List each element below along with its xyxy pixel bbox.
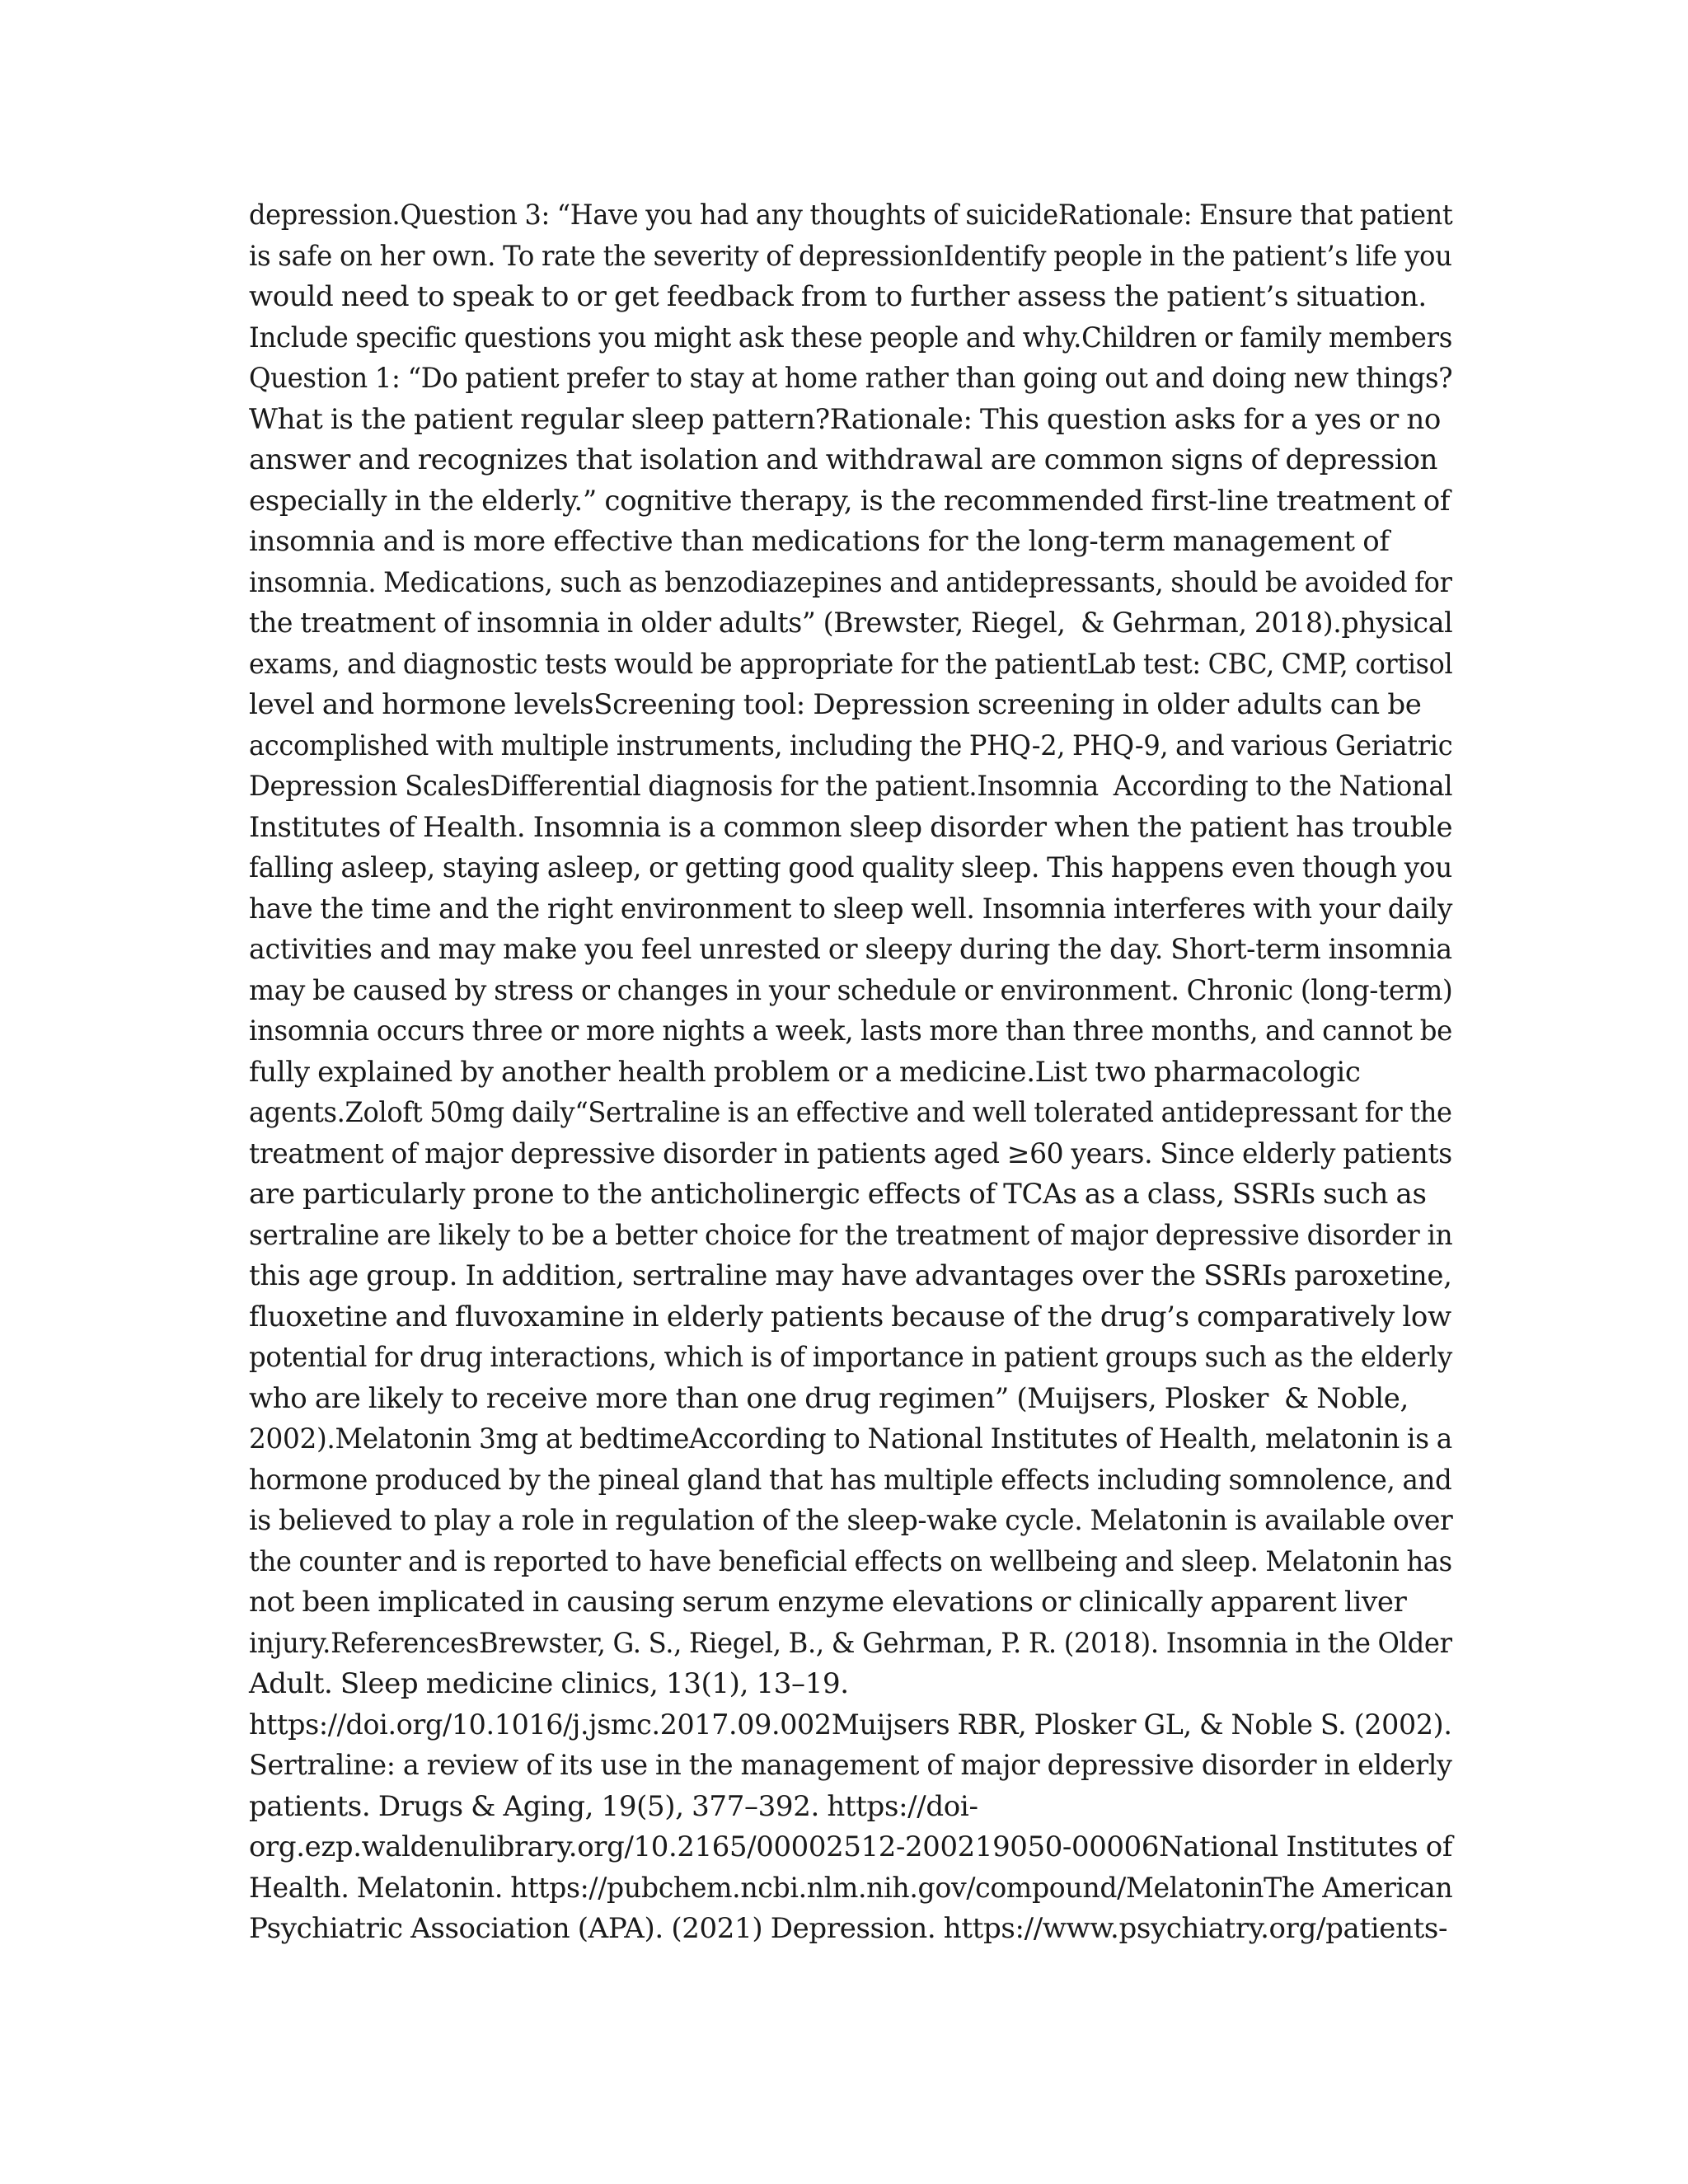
text-line: Question 1: “Do patient prefer to stay at home rather than going out and doing new things? bbox=[249, 362, 1453, 395]
text-line: exams, and diagnostic tests would be appropriate for the patientLab test: CBC, CMP, cortisol bbox=[249, 647, 1453, 681]
text-line: depression.Question 3: “Have you had any thoughts of suicideRationale: Ensure that patient bbox=[249, 199, 1453, 232]
text-line: who are likely to receive more than one drug regimen” (Muijsers, Plosker & Noble, bbox=[249, 1381, 1409, 1415]
text-line: Depression ScalesDifferential diagnosis for the patient.Insomnia According to the National bbox=[249, 770, 1453, 803]
body-text bbox=[249, 195, 1452, 1950]
text-line: Psychiatric Association (APA). (2021) Depression. https://www.psychiatry.org/patients- bbox=[249, 1912, 1448, 1945]
text-line: hormone produced by the pineal gland that has multiple effects including somnolence, and bbox=[249, 1463, 1452, 1497]
text-line: fluoxetine and fluvoxamine in elderly patients because of the drug’s comparatively low bbox=[249, 1300, 1451, 1333]
text-line: Institutes of Health. Insomnia is a common sleep disorder when the patient has trouble bbox=[249, 810, 1453, 844]
text-line: sertraline are likely to be a better choice for the treatment of major depressive disorder in bbox=[249, 1218, 1453, 1252]
text-line: level and hormone levelsScreening tool: Depression screening in older adults can be bbox=[249, 688, 1422, 721]
text-line: What is the patient regular sleep pattern?Rationale: This question asks for a yes or no bbox=[249, 402, 1442, 436]
text-line: answer and recognizes that isolation and withdrawal are common signs of depression bbox=[249, 443, 1438, 476]
text-line: Sertraline: a review of its use in the management of major depressive disorder in elderly bbox=[249, 1749, 1452, 1782]
text-line: insomnia. Medications, such as benzodiazepines and antidepressants, should be avoided for bbox=[249, 565, 1452, 599]
text-line: insomnia and is more effective than medications for the long-term management of bbox=[249, 525, 1390, 558]
text-line: is believed to play a role in regulation of the sleep-wake cycle. Melatonin is available over bbox=[249, 1504, 1453, 1537]
text-line: 2002).Melatonin 3mg at bedtimeAccording to National Institutes of Health, melatonin is a bbox=[249, 1422, 1452, 1455]
text-line: especially in the elderly.” cognitive therapy, is the recommended first-line treatment of bbox=[249, 484, 1451, 518]
text-line: Health. Melatonin. https://pubchem.ncbi.nlm.nih.gov/compound/MelatoninThe American bbox=[249, 1871, 1453, 1905]
text-line: fully explained by another health problem or a medicine.List two pharmacologic bbox=[249, 1055, 1361, 1089]
text-line: the treatment of insomnia in older adults” (Brewster, Riegel, & Gehrman, 2018).physical bbox=[249, 607, 1453, 640]
text-line: potential for drug interactions, which is of importance in patient groups such as the elderly bbox=[249, 1341, 1452, 1374]
text-line: https://doi.org/10.1016/j.jsmc.2017.09.002Muijsers RBR, Plosker GL, & Noble S. (2002). bbox=[249, 1708, 1452, 1741]
text-line: Include specific questions you might ask these people and why.Children or family members bbox=[249, 321, 1452, 354]
text-line: would need to speak to or get feedback from to further assess the patient’s situation. bbox=[249, 280, 1427, 313]
text-line: org.ezp.waldenulibrary.org/10.2165/00002512-200219050-00006National Institutes of bbox=[249, 1830, 1453, 1863]
text-line: are particularly prone to the anticholinergic effects of TCAs as a class, SSRIs such as bbox=[249, 1178, 1427, 1211]
text-line: not been implicated in causing serum enzyme elevations or clinically apparent liver bbox=[249, 1586, 1407, 1619]
text-line: have the time and the right environment to sleep well. Insomnia interferes with your daily bbox=[249, 892, 1453, 926]
text-line: insomnia occurs three or more nights a week, lasts more than three months, and cannot be bbox=[249, 1015, 1452, 1047]
text-line: activities and may make you feel unrested or sleepy during the day. Short-term insomnia bbox=[249, 933, 1452, 966]
text-line: accomplished with multiple instruments, including the PHQ-2, PHQ-9, and various Geriatric bbox=[249, 729, 1453, 762]
text-line: injury.ReferencesBrewster, G. S., Riegel, B., & Gehrman, P. R. (2018). Insomnia in the Older bbox=[249, 1626, 1452, 1660]
text-line: falling asleep, staying asleep, or getting good quality sleep. This happens even though you bbox=[249, 851, 1452, 884]
text-line: is safe on her own. To rate the severity of depressionIdentify people in the patient’s life you bbox=[249, 239, 1452, 273]
text-line: patients. Drugs & Aging, 19(5), 377–392. https://doi- bbox=[249, 1789, 978, 1823]
text-line: may be caused by stress or changes in your schedule or environment. Chronic (long-term) bbox=[249, 973, 1453, 1007]
text-line: Adult. Sleep medicine clinics, 13(1), 13–19. bbox=[249, 1667, 849, 1700]
text-line: treatment of major depressive disorder in patients aged ≥60 years. Since elderly patients bbox=[249, 1137, 1452, 1170]
text-line: agents.Zoloft 50mg daily“Sertraline is an effective and well tolerated antidepressant for the bbox=[249, 1096, 1452, 1129]
text-line: the counter and is reported to have beneficial effects on wellbeing and sleep. Melatonin has bbox=[249, 1544, 1452, 1578]
text-line: this age group. In addition, sertraline may have advantages over the SSRIs paroxetine, bbox=[249, 1259, 1452, 1292]
